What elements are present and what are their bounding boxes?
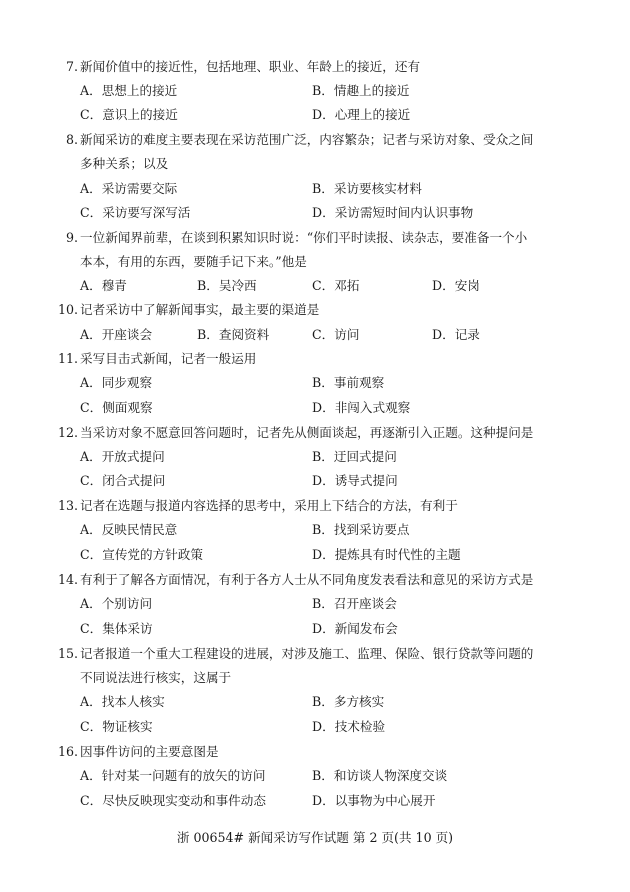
question-stem: 一位新闻界前辈，在谈到积累知识时说：“你们平时读报、读杂志，要准备一个小 — [80, 230, 528, 245]
options-row — [80, 767, 580, 785]
option-a: A．针对某一问题有的放矢的访问 — [80, 768, 266, 783]
option-d: D．诱导式提问 — [312, 473, 398, 488]
question-stem: 当采访对象不愿意回答问题时，记者先从侧面谈起，再逐渐引入正题。这种提问是 — [80, 425, 534, 440]
option-a: A．穆青 — [80, 278, 127, 293]
question-number: 7. — [65, 59, 78, 74]
option-d: D．心理上的接近 — [312, 107, 411, 122]
question-14 — [54, 571, 574, 589]
option-a: A．找本人核实 — [80, 694, 165, 709]
question-stem: 新闻采访的难度主要表现在采访范围广泛，内容繁杂；记者与采访对象、受众之间 — [80, 132, 534, 147]
options-row — [80, 374, 580, 392]
question-stem-continued: 本本，有用的东西，要随手记下来。”他是 — [80, 254, 307, 269]
option-b: B．吴冷西 — [197, 278, 257, 293]
options-row — [80, 595, 580, 613]
option-d: D．采访需短时间内认识事物 — [312, 205, 474, 220]
question-stem-continued: 不同说法进行核实，这属于 — [80, 670, 232, 685]
question-13 — [54, 497, 574, 515]
options-row — [80, 399, 580, 417]
question-stem: 记者在选题与报道内容选择的思考中，采用上下结合的方法，有利于 — [80, 498, 458, 513]
question-number: 13. — [57, 498, 78, 513]
options-row — [80, 521, 580, 539]
option-c: C．侧面观察 — [80, 400, 153, 415]
option-a: A．采访需要交际 — [80, 181, 178, 196]
option-b: B．找到采访要点 — [312, 522, 410, 537]
question-stem-continued: 多种关系；以及 — [80, 156, 169, 171]
page-footer: 浙 00654# 新闻采访写作试题 第 2 页(共 10 页) — [176, 830, 454, 845]
options-row — [80, 277, 580, 295]
option-c: C．访问 — [312, 327, 360, 342]
option-d: D．技术检验 — [312, 719, 386, 734]
question-stem: 因事件访问的主要意图是 — [80, 744, 219, 759]
option-d: D．以事物为中心展开 — [312, 793, 436, 808]
question-number: 10. — [57, 302, 78, 317]
option-b: B．迂回式提问 — [312, 449, 397, 464]
option-c: C．采访要写深写活 — [80, 205, 191, 220]
option-b: B．和访谈人物深度交谈 — [312, 768, 448, 783]
question-number: 16. — [57, 744, 78, 759]
option-a: A．开座谈会 — [80, 327, 153, 342]
options-row — [80, 180, 580, 198]
option-d: D．安岗 — [432, 278, 480, 293]
option-a: A．反映民情民意 — [80, 522, 178, 537]
question-number: 12. — [57, 425, 78, 440]
option-d: D．新闻发布会 — [312, 621, 398, 636]
question-number: 15. — [57, 646, 78, 661]
question-stem: 采写目击式新闻，记者一般运用 — [80, 351, 257, 366]
option-c: C．闭合式提问 — [80, 473, 166, 488]
question-number: 11. — [57, 351, 78, 366]
question-12 — [54, 424, 574, 442]
option-b: B．召开座谈会 — [312, 596, 397, 611]
option-c: C．意识上的接近 — [80, 107, 178, 122]
options-row — [80, 326, 580, 344]
question-15 — [54, 645, 574, 685]
options-row — [80, 546, 580, 564]
option-b: B．事前观察 — [312, 375, 385, 390]
option-c: C．宣传党的方针政策 — [80, 547, 203, 562]
option-d: D．提炼具有时代性的主题 — [312, 547, 461, 562]
options-row — [80, 204, 580, 222]
options-row — [80, 718, 580, 736]
option-b: B．采访要核实材料 — [312, 181, 423, 196]
option-a: A．个别访问 — [80, 596, 153, 611]
question-stem: 有利于了解各方面情况，有利于各方人士从不同角度发表看法和意见的采访方式是 — [80, 572, 534, 587]
option-d: D．记录 — [432, 327, 480, 342]
option-c: C．集体采访 — [80, 621, 153, 636]
question-7 — [54, 58, 574, 76]
options-row — [80, 106, 580, 124]
question-8 — [54, 131, 574, 171]
option-b: B．查阅资料 — [197, 327, 270, 342]
option-c: C．物证核实 — [80, 719, 153, 734]
option-b: B．多方核实 — [312, 694, 385, 709]
options-row — [80, 620, 580, 638]
question-stem: 记者报道一个重大工程建设的进展，对涉及施工、监理、保险、银行贷款等问题的 — [80, 646, 534, 661]
option-c: C．尽快反映现实变动和事件动态 — [80, 793, 266, 808]
options-row — [80, 693, 580, 711]
question-9 — [54, 229, 574, 269]
option-a: A．思想上的接近 — [80, 83, 178, 98]
options-row — [80, 792, 580, 810]
options-row — [80, 448, 580, 466]
options-row — [80, 82, 580, 100]
question-number: 9. — [65, 230, 78, 245]
options-row — [80, 472, 580, 490]
question-number: 8. — [65, 132, 78, 147]
question-10 — [54, 301, 574, 319]
question-number: 14. — [57, 572, 78, 587]
option-a: A．开放式提问 — [80, 449, 165, 464]
question-11 — [54, 350, 574, 368]
question-stem: 记者采访中了解新闻事实，最主要的渠道是 — [80, 302, 320, 317]
option-c: C．邓拓 — [312, 278, 360, 293]
option-b: B．情趣上的接近 — [312, 83, 410, 98]
option-a: A．同步观察 — [80, 375, 153, 390]
question-16 — [54, 743, 574, 761]
question-stem: 新闻价值中的接近性，包括地理、职业、年龄上的接近，还有 — [80, 59, 421, 74]
option-d: D．非闯入式观察 — [312, 400, 411, 415]
